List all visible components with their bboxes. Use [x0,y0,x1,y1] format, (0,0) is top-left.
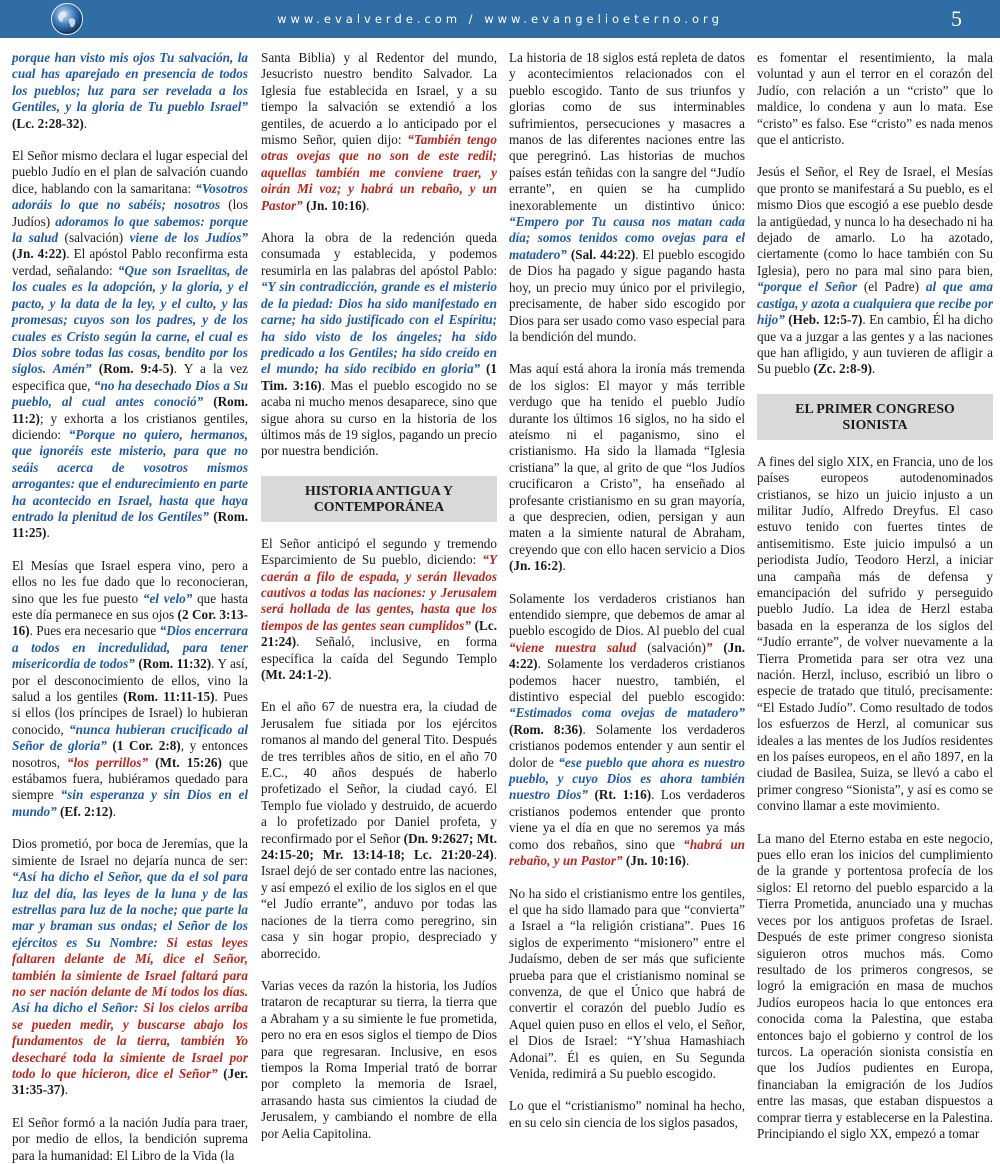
scripture-reference: (Rom. 11:32) [134,656,212,672]
paragraph [757,50,993,148]
text: Solamente los verdaderos cristianos han entendido siempre, que debemos de amar al pueblo escogido de Dios. Al pueblo del cual [509,590,745,639]
text: Jesús el Señor, el Rey de Israel, el Mesías que pronto se manifestará a Su pueblo, es el mismo Dios que escogió a ese pueblo desde la antigüedad, y nunca lo ha desechado ni ha dejado de amarlo. Lo ha azotado, ciertamente (como lo hace también con Su Iglesia), pero no para mal sino para bien, [757,164,993,278]
text: . [46,525,50,541]
scripture-quote: “Así ha dicho el Señor, que da el sol para luz del día, las leyes de la luna y de las estrellas para luz de la noche; que parte la mar y braman sus ondas; el Señor de los ejércitos es Su Nombre: [12,869,248,950]
text: . Pues si ellos (los príncipes de Israel) lo hubieran conocido, [12,689,248,737]
scripture-quote: al que ama castiga, y azota a cualquiera que recibe por hijo” [757,279,993,328]
scripture-quote: adoramos lo que sabemos: porque la salud [12,213,248,246]
paragraph [509,886,745,1083]
text: . Y así, por el desconocimiento de ellos, vino la salud a los gentiles [12,656,248,705]
text: (el Padre) [857,279,926,295]
text: . El apóstol Pablo reconfirma esta verdad, señalando: [12,246,248,278]
text: No ha sido el cristianismo entre los gentiles, el que ha sido llamado para que “convierta” a Israel a “la religión cristiana”. Pues 16 siglos de experimento “misionero” entre el Judaísmo, deben de ser más que suficiente prueba para que el cristianismo nominal se convenza, de que el Único que habrá de convertir el corazón del pueblo Judío es Aquel quien puso en ellos el velo, el Señor, el Dios de Israel: “Y’shua Hamashiach Adonai”. Él es quien, en Su Segunda Venida, redimirá a Su pueblo escogido. [509,885,745,1081]
text: . El pueblo escogido de Dios ha pagado y sigue pagando hasta hoy, un precio muy único por el privilegio, precisamente, de haber sido escogido por Dios para ser usado como vaso especial para la bendición del mundo. [509,246,745,344]
paragraph [12,148,248,542]
text: Lo que el “cristianismo” nominal ha hecho, en su celo sin ciencia de los siglos pasados, [509,1098,745,1130]
paragraph [12,836,248,1099]
scripture-quote: “Dios encerrara a todos en incredulidad, para tener misericordia de todos” [12,623,248,672]
scripture-quote: viene de los Judíos” [129,230,248,246]
globe-icon [50,2,84,36]
scripture-reference: (2 Cor. 3:13-16) [12,607,248,639]
section-heading-historia: HISTORIA ANTIGUA Y CONTEMPORÁNEA [261,476,497,522]
text: El Señor anticipó el segundo y tremendo Esparcimiento de Su pueblo, diciendo: [261,535,497,568]
text: (salvación) [636,639,706,655]
text: Ahora la obra de la redención queda consumada y establecida, y podemos resumirla en las palabras del apóstol Pablo: [261,230,497,278]
text: . Solamente los verdaderos cristianos podemos hacer nuestro, también, el distintivo especial del pueblo escogido: [509,656,745,705]
scripture-quote: “Porque no quiero, hermanos, que ignoréis este misterio, para que no seáis acerca de vosotros mismos arrogantes: que el endurecimiento en parte ha acontecido en Israel, hasta que haya entrado la plenitud de los Gentiles” [12,426,248,524]
text: Dios prometió, por boca de Jeremías, que la simiente de Israel no dejaría nunca de ser: [12,836,248,868]
column-3 [509,50,745,1131]
paragraph [261,699,497,962]
paragraph [12,1115,248,1164]
scripture-quote: “porque el Señor [757,279,858,295]
scripture-reference: (Jn. 10:16) [622,853,686,869]
text: . [562,558,566,574]
scripture-quote: “viene nuestra salud [509,639,637,655]
text: . Pues era necesario que [29,623,160,639]
page-number: 5 [951,6,962,31]
text: . Israel dejó de ser contado entre las naciones, y así empezó el exilio de los siglos en el que “el Judío errante”, anduvo por todas las naciones de la tierra como peregrino, sin casa y sin hogar propio, despreciado y aborrecido. [261,847,497,961]
scripture-reference: (Rom. 11:11-15) [123,689,215,705]
scripture-reference: (Heb. 12:5-7) [784,312,863,328]
paragraph [757,831,993,1143]
text: . Los verdaderos cristianos podemos entender que pronto viene ya el día en que no seremos ya más como dos rebaños, sino que [509,787,745,852]
text: (los Judíos) [12,197,249,229]
scripture-reference: (Jn. 10:16) [302,197,367,213]
text: . Solamente los verdaderos cristianos podemos entender y aun sentir el dolor de [509,721,745,770]
scripture-quote: “Empero por Tu causa nos matan cada día; somos tenidos como ovejas para el matadero” [509,214,745,262]
scripture-quote: ” [705,639,713,655]
text: es fomentar el resentimiento, la mala voluntad y aun el terror en el corazón del Judío, con relación a un “cristo” que lo maldice, lo condena y aun lo mata. Ese “cristo” es falso. Ese “cristo” es nada menos que el anticristo. [757,50,993,148]
text: . [366,197,370,213]
scripture-reference: (1 Tim. 3:16) [261,361,497,393]
scripture-reference: (Jn. 16:2) [509,558,563,574]
text: , y entonces nosotros, [12,738,249,770]
paragraph [757,454,993,815]
scripture-reference: (Rom. 8:36) [509,721,583,737]
scripture-reference: (Mt. 15:26) [148,754,222,770]
scripture-reference: (Sal. 44:22) [566,246,636,262]
column-1 [12,50,248,1164]
text: . [685,853,690,869]
scripture-quote: “habrá un rebaño, y un Pastor” [509,836,745,869]
text: El Mesías que Israel espera vino, pero a ellos no les fue dado que lo reconocieran, sino que les fue puesto [12,557,248,606]
scripture-reference: (Ef. 2:12) [56,803,113,819]
scripture-reference: (Jn. 4:22) [509,639,746,672]
text: . En cambio, Él ha dicho que va a juzgar a las gentes y a las naciones que han afligido, y aun tuvieren de afligir a Su pueblo [757,312,994,377]
text: En el año 67 de nuestra era, la ciudad de Jerusalem fue sitiada por los ejércitos romanos al mando del general Tito. Después de tres terribles años de sitio, en el año 70 E.C., 40 años después de haberlo profetizado el Señor, la ciudad cayó. El Templo fue violado y destruido, de acuerdo a lo profetizado por Daniel profeta, y reconfirmado por el Señor [261,699,497,846]
scripture-reference: (1 Cor. 2:8) [106,738,181,754]
paragraph [509,591,745,870]
text: . [872,361,876,377]
scripture-reference: (Jn. 4:22) [12,246,67,262]
scripture-quote: “Estimados coma ovejas de matadero” [509,705,745,721]
text: Mas aquí está ahora la ironía más tremenda de los siglos: El mayor y más terrible verdugo que ha tenido el pueblo Judío durante los últimos 16 siglos, no ha sido el ateísmo ni el paganismo, sino el cristianismo. Ha sido la llamada “Iglesia cristiana” la que, al grito de que “los Judíos crucificaron a Cristo”, ha enseñado al profesante cristianismo en su gran mayoría, a que desprecien, odien, persigan y aun maten a la simiente natural de Abraham, creyendo que con ello hacen servicio a Dios [509,361,745,557]
text: A fines del siglo XIX, en Francia, uno de los países europeos autodenominados cristianos, se hizo un juicio injusto a un militar Judío, Alfredo Dreyfus. El caso estuvo tenido con fuertes tintes de antisemitismo. Este juicio impulsó a un periodista Judío, Teodoro Herzl, a iniciar una campaña más de defensa y emancipación del sufrido y perseguido pueblo Judío. La idea de Herzl estaba basada en la esperanza de los siglos del “Judío errante”, de volver nuevamente a la Tierra Prometida para ser otra vez una nación. Herzl, incluso, escribió un libro o especie de tratado que tituló, precisamente: “El Estado Judío”. Como resultado de todos los esfuerzos de Herzl, al comunicar sus ideales a las mentes de los Judíos residentes en los países europeos, en el año 1897, en la ciudad de Basilea, Suiza, se llevó a cabo el primer congreso “Sionista”, y así es como se convino llamar a este movimiento. [757,453,993,814]
text: . [112,803,117,819]
text: . Y a la vez especifica que, [12,361,248,393]
scripture-quote: “nunca hubieran crucificado al Señor de gloria” [12,721,248,754]
scripture-quote: “el velo” [142,590,193,606]
paragraph [509,50,745,345]
scripture-quote: “También tengo otras ovejas que no son de este redil; aquellas también me conviene traer, y oirán Mi voz; y habrá un rebaño, y un Pastor” [261,132,497,213]
column-2 [261,50,497,1142]
scripture-reference: (Rom. 9:4-5) [91,361,174,377]
scripture-quote: “ese pueblo que ahora es nuestro pueblo, y cuyo Dios es ahora también nuestro Dios” [509,754,745,803]
paragraph [509,1098,745,1131]
text: El Señor formó a la nación Judía para traer, por medio de ellos, la bendición suprema para la humanidad: El Libro de la Vida (la [12,1114,248,1163]
paragraph [757,164,993,377]
scripture-quote: Así ha dicho el Señor: [12,1000,144,1016]
scripture-reference: (Lc. 2:28-32) [12,115,84,131]
scripture-quote: Si estas leyes faltaren delante de Mí, dice el Señor, también la simiente de Israel faltará para no ser nación delante de Mí todos los días. [12,934,248,999]
paragraph [509,361,745,574]
scripture-reference: (Mt. 24:1-2) [261,667,329,682]
text: . Mas el pueblo escogido no se acaba ni mucho menos desaparece, sino que sigue ahora su curso en la historia de los últimos más de 19 siglos, pagando un precio por nuestra bendición. [261,377,497,459]
text: Santa Biblia) y al Redentor del mundo, Jesucristo nuestro bendito Salvador. La Iglesia fue establecida en Israel, y a su tiempo la salvación se extendió a los gentiles, de acuerdo a lo anticipado por el mismo Señor, quien dijo: [261,50,497,148]
scripture-quote: “Que son Israelitas, de los cuales es la adopción, y la gloria, y el pacto, y la data de la ley, y el culto, y las promesas; cuyos son los padres, y de los cuales es Cristo según la carne, el cual es Dios sobre todas las cosas, bendito por los siglos. Amén” [12,262,248,377]
scripture-reference: (Dn. 9:2627; Mt. 24:15-20; Mr. 13:14-18; Lc. 21:20-24) [261,830,497,863]
scripture-reference: (Lc. 21:24) [261,617,497,650]
text: (salvación) [58,230,130,246]
text: . [83,115,88,131]
scripture-quote: “los perrillos” [67,754,149,770]
scripture-quote: “Vosotros adoráis lo que no sabéis; nosotros [12,180,248,213]
text: El Señor mismo declara el lugar especial del pueblo Judío en el plan de salvación cuando dice, hablando con la samaritana: [12,148,248,196]
text: La mano del Eterno estaba en este negocio, pues ello eran los inicios del cumplimiento de la grande y portentosa profecía de los siglos: El retorno del pueblo esparcido a la Tierra Prometida, anunciado una y muchas veces por los antiguos profetas de Israel. Después de este primer congreso sionista siguieron otros muchos más. Como resultado de los primeros congresos, se logró la emigración en masa de muchos Judíos europeos hacia lo que entonces era conocida coma la Palestina, que estaba entonces bajo el gobierno y control de los turcos. La operación sionista consistía en que los Judíos pudientes en Europa, financiaban la emigración de los Judíos entre las masas, que estaban dispuestos a comprar tierra y establecerse en la Palestina. Principiando el siglo XX, empezó a tomar [757,830,993,1141]
scripture-quote: “Y caerán a filo de espada, y serán llevados cautivos a todas las naciones: y Jerusalem será hollada de las gentes, hasta que los tiempos de las gentes sean cumplidos” [261,552,497,633]
paragraph [261,50,497,214]
text: que estábamos fuera, hubiéramos quedado para siempre [12,754,248,803]
text: Varias veces da razón la historia, los Judíos trataron de recapturar su tierra, la tierra que a Abraham y a su simiente le fue prometida, pero no era en esos siglos el tiempo de Dios para que regresaran. Inclusive, en esos tiempos la Roma Imperial trató de borrar por completo la memoria de Israel, arrasando hasta sus cimientos la ciudad de Jerusalem, y cambiando el nombre de ella por Aelia Capitolina. [261,977,497,1141]
scripture-quote: Si los cielos arriba se pueden medir, y buscarse abajo los fundamentos de la tierra, también Yo desecharé toda la simiente de Israel por todo lo que hicieron, dice el Señor” [12,1000,248,1081]
scripture-quote: “sin esperanza y sin Dios en el mundo” [12,787,248,819]
text: . Señaló, inclusive, en forma específica la caída del Segundo Templo [261,634,497,666]
text: que hasta este día permanece en sus ojos [12,590,248,622]
scripture-quote: “Y sin contradicción, grande es el misterio de la piedad: Dios ha sido manifestado en carne; ha sido justificado con el Espíritu; ha sido visto de los ángeles; ha sido predicado a los Gentiles; ha sido creído en el mundo; ha sido recibido en gloria” [261,279,497,377]
scripture-reference: (Rt. 1:16) [588,787,652,803]
text: La historia de 18 siglos está repleta de datos y acontecimientos relacionados con el pueblo escogido. Tanto de sus triunfos y glorias como de sus interminables sufrimientos, persecuciones y masacres a manos de las diferentes naciones entre las que peregrinó. Las historias de muchos países están teñidas con la sangre del “Judío errante”, en quien se ha cumplido inexorablemente un distintivo único: [509,50,745,213]
text: . [328,667,332,682]
paragraph [12,50,248,132]
website-urls: www.evalverde.com / www.evangelioeterno.org [277,12,723,26]
paragraph [261,978,497,1142]
paragraph [261,536,497,684]
section-heading-congreso: EL PRIMER CONGRESO SIONISTA [757,394,993,440]
text: . [64,1082,69,1098]
paragraph [12,558,248,821]
scripture-reference: (Rom. 11:2) [12,394,248,426]
page-header [0,0,1000,38]
scripture-quote: porque han visto mis ojos Tu salvación, la cual has aparejado en presencia de todos los pueblos; luz para ser revelada a los Gentiles, y la gloria de Tu pueblo Israel” [12,50,248,115]
scripture-reference: (Jer. 31:35-37) [12,1065,248,1098]
text: ; y exhorta a los cristianos gentiles, diciendo: [12,410,248,442]
scripture-quote: “no ha desechado Dios a Su pueblo, al cual antes conoció” [12,377,248,410]
column-4 [757,50,993,1142]
scripture-reference: (Rom. 11:25) [12,508,249,541]
scripture-reference: (Zc. 2:8-9) [813,361,873,377]
paragraph [261,230,497,460]
